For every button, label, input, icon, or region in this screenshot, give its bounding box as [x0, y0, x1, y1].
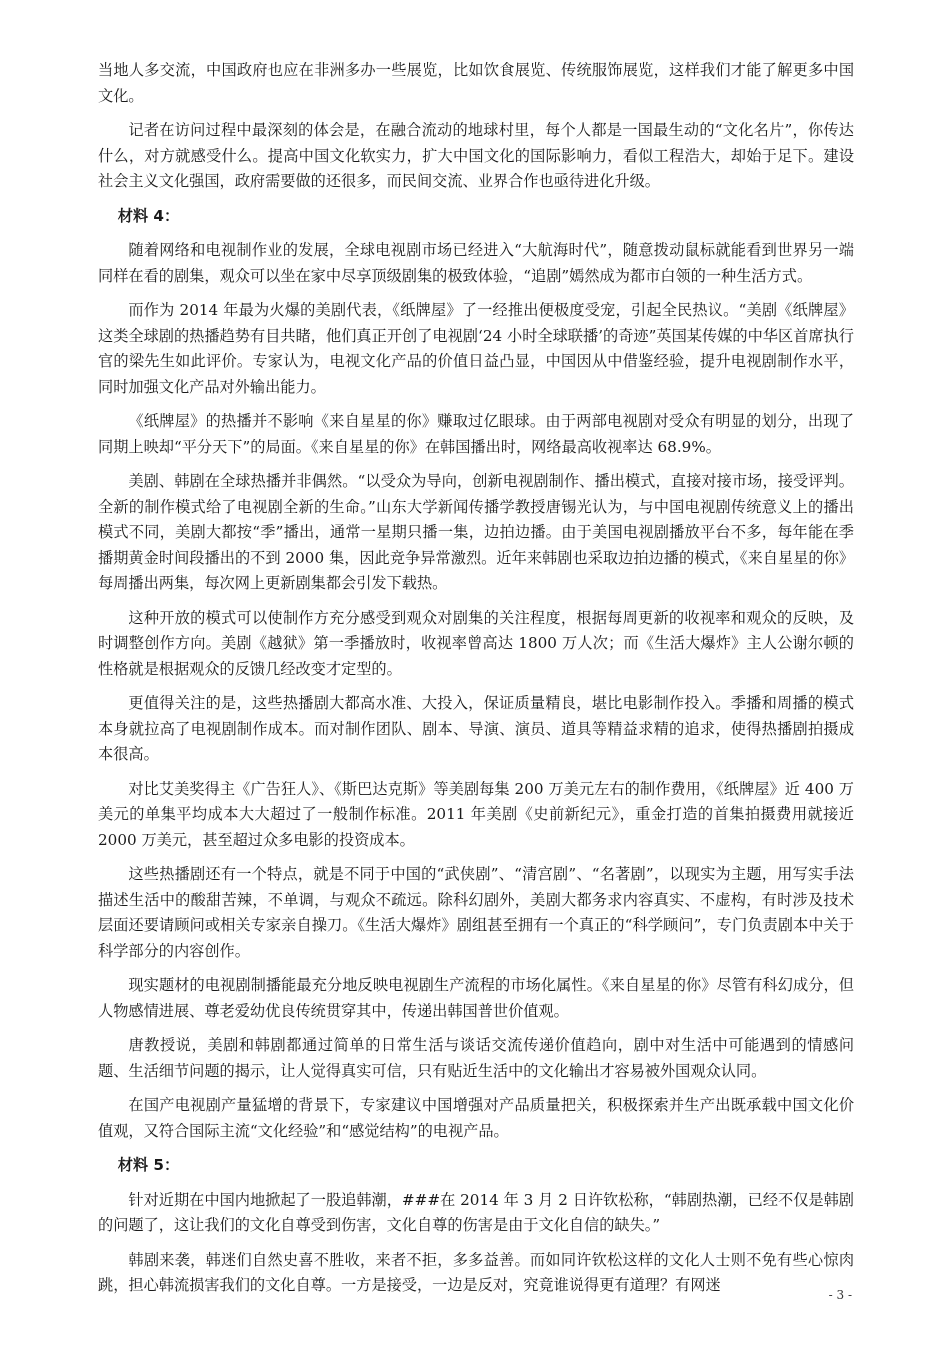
paragraph: 当地人多交流，中国政府也应在非洲多办一些展览，比如饮食展览、传统服饰展览，这样我们才能了解更多中国文化。 [98, 61, 854, 105]
paragraph: 美剧、韩剧在全球热播并非偶然。“以受众为导向，创新电视剧制作、播出模式，直接对接市场，接受评判。全新的制作模式给了电视剧全新的生命。”山东大学新闻传播学教授唐锡光认为，与中国电视剧传统意义上的播出模式不同，美剧大都按“季”播出，通常一星期只播一集，边拍边播。由于美国电视剧播放平台不多，每年能在季播期黄金时间段播出的不到 2000 集，因此竞争异常激烈。近年来韩剧也采取边拍边播的模式，《来自星星的你》每周播出两集，每次网上更新剧集都会引发下载热。 [98, 472, 854, 592]
paragraph: 这些热播剧还有一个特点，就是不同于中国的“武侠剧”、“清宫剧”、“名著剧”，以现实为主题，用写实手法描述生活中的酸甜苦辣，不单调，与观众不疏远。除科幻剧外，美剧大都务求内容真实、不虚构，有时涉及技术层面还要请顾问或相关专家亲自操刀。《生活大爆炸》剧组甚至拥有一个真正的“科学顾问”，专门负责剧本中关于科学部分的内容创作。 [98, 865, 854, 960]
paragraph: 更值得关注的是，这些热播剧大都高水准、大投入，保证质量精良，堪比电影制作投入。季播和周播的模式本身就拉高了电视剧制作成本。而对制作团队、剧本、导演、演员、道具等精益求精的追求，使得热播剧拍摄成本很高。 [98, 694, 854, 763]
paragraph: 这种开放的模式可以使制作方充分感受到观众对剧集的关注程度，根据每周更新的收视率和观众的反映，及时调整创作方向。美剧《越狱》第一季播放时，收视率曾高达 1800 万人次；而《生活大爆炸》主人公谢尔顿的性格就是根据观众的反馈几经改变才定型的。 [98, 608, 854, 678]
section-heading: 材料 4： [117, 206, 180, 225]
paragraph: 《纸牌屋》的热播并不影响《来自星星的你》赚取过亿眼球。由于两部电视剧对受众有明显的划分，出现了同期上映却“平分天下”的局面。《来自星星的你》在韩国播出时，网络最高收视率达 68.9%。 [98, 412, 854, 456]
section-heading: 材料 5： [117, 1156, 180, 1174]
paragraph: 针对近期在中国内地掀起了一股追韩潮，###在 2014 年 3 月 2 日许钦松称，“韩剧热潮，已经不仅是韩剧的问题了，这让我们的文化自尊受到伤害，文化自尊的伤害是由于文化自信的缺失。” [98, 1190, 854, 1234]
paragraph: 在国产电视剧产量猛增的背景下，专家建议中国增强对产品质量把关，积极探索并生产出既承载中国文化价值观，又符合国际主流“文化经验”和“感觉结构”的电视产品。 [98, 1096, 854, 1140]
paragraph: 韩剧来袭，韩迷们自然史喜不胜收，来者不拒，多多益善。而如同许钦松这样的文化人士则不免有些心惊肉跳，担心韩流损害我们的文化自尊。一方是接受，一边是反对，究竟谁说得更有道理？有网迷 [98, 1250, 854, 1294]
paragraph: 记者在访问过程中最深刻的体会是，在融合流动的地球村里，每个人都是一国最生动的“文化名片”，你传达什么，对方就感受什么。提高中国文化软实力，扩大中国文化的国际影响力，看似工程浩大，却始于足下。建设社会主义文化强国，政府需要做的还很多，而民间交流、业界合作也亟待进化升级。 [98, 121, 854, 190]
paragraph: 唐教授说，美剧和韩剧都通过简单的日常生活与谈话交流传递价值趋向，剧中对生活中可能遇到的情感问题、生活细节问题的揭示，让人觉得真实可信，只有贴近生活中的文化输出才容易被外国观众认同。 [98, 1036, 854, 1080]
page-number: - 3 - [828, 1288, 852, 1302]
paragraph: 而作为 2014 年最为火爆的美剧代表，《纸牌屋》了一经推出便极度受宠，引起全民热议。“美剧《纸牌屋》这类全球剧的热播趋势有目共睹，他们真正开创了电视剧‘24 小时全球联播’的奇迹”英国某传媒的中华区首席执行官的梁先生如此评价。专家认为，电视文化产品的价值日益凸显，中国因从中借鉴经验，提升电视剧制作水平，同时加强文化产品对外输出能力。 [98, 301, 854, 396]
paragraph: 对比艾美奖得主《广告狂人》、《斯巴达克斯》等美剧每集 200 万美元左右的制作费用，《纸牌屋》近 400 万美元的单集平均成本大大超过了一般制作标准。2011 年美剧《史前新纪元》，重金打造的首集拍摄费用就接近 2000 万美元，甚至超过众多电影的投资成本。 [98, 779, 854, 849]
paragraph: 现实题材的电视剧制播能最充分地反映电视剧生产流程的市场化属性。《来自星星的你》尽管有科幻成分，但人物感情进展、尊老爱幼优良传统贯穿其中，传递出韩国普世价值观。 [98, 976, 854, 1020]
document-body [98, 58, 854, 1308]
paragraph: 随着网络和电视制作业的发展，全球电视剧市场已经进入“大航海时代”，随意拨动鼠标就能看到世界另一端同样在看的剧集，观众可以坐在家中尽享顶级剧集的极致体验，“追剧”嫣然成为都市白领的一种生活方式。 [98, 241, 854, 285]
